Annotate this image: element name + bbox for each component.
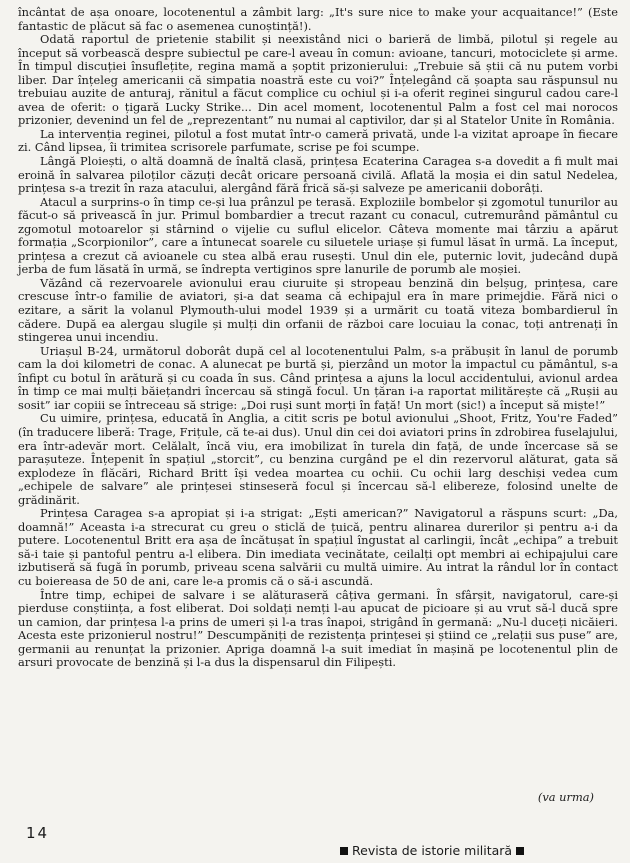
footer-publication <box>340 843 524 858</box>
publication-name: Revista de istorie militară <box>352 843 513 858</box>
paragraph-7: Uriașul B-24, următorul doborât după cel al locotenentului Palm, s-a prăbușit în lanul de porumb cam la doi kilometri de conac. A alunecat pe burtă și, pierzând un motor la impactul cu pământul, s-a înfipt cu botul în arătură și cu coada în sus. Când prințesa a ajuns la locul accidentului, avionul ardea în timp ce mai mulți băiețandri încercau să stingă focul. Un țăran i-a raportat militărește că „Rușii au sosit” iar copiii se întreceau să strige: „Doi ruși sunt morți în față! Un mort (sic!) a început să miște!” <box>18 343 618 412</box>
paragraph-5: Atacul a surprins-o în timp ce-și lua prânzul pe terasă. Exploziile bombelor și zgomotul tunurilor au făcut-o să privească în jur. Primul bombardier a trecut razant cu conacul, cutremurând pământul cu zgomotul motoarelor și stârnind o vijelie cu suflul elicelor. Câteva momente mai târziu a apărut formația „Scorpionilor”, care a întunecat soarele cu siluetele uriașe și fumul lăsat în urmă. La început, prințesa a crezut că avioanele cu stea albă erau rusești. Unul din ele, puternic lovit, judecând după jerba de fum lăsată în urmă, se îndrepta vertiginos spre lanurile de porumb ale moșiei. <box>18 194 618 277</box>
paragraph-4: Lângă Ploiești, o altă doamnă de înaltă clasă, prințesa Ecaterina Caragea s-a dovedit a fi mult mai eroină în salvarea piloților căzuți decât oricare persoană civilă. Aflată la moșia ei din satul Nedelea, prințesa s-a trezit în raza atacului, alergând fără frică să-și salveze pe americanii doborâți. <box>18 154 618 196</box>
paragraph-10: Între timp, echipei de salvare i se alăturaseră câțiva germani. În sfârșit, navigatorul, care-și pierduse conștiința, a fost eliberat. Doi soldați nemți l-au apucat de picioare și au vrut să-l ducă spre un camion, dar prințesa l-a prins de umeri și l-a tras înapoi, strigând în germană: „Nu-l duceți nicăieri. Acesta este prizonierul nostru!” Descumpăniți de rezistența prințesei și știind ce „relații sus puse” are, germanii au renunțat la prizonier. Aprigа doamnă l-a suit imediat în mașină pe locotenentul plin de arsuri provocate de benzină și l-a dus la dispensarul din Filipești. <box>18 587 618 670</box>
paragraph-3: La intervenția reginei, pilotul a fost mutat într-o cameră privată, unde l-a vizitat aproape în fiecare zi. Când lipsea, îi trimitea scrisorele parfumate, scrise pe foi scumpe. <box>18 126 618 155</box>
paragraph-6: Văzând că rezervoarele avionului erau ciuruite și stropeau benzină din belșug, prințesa, care crescuse într-o familie de aviatori, și-a dat seama că echipajul era în mare primejdie. Fără nici o ezitare, a sărit la volanul Plymouth-ului model 1939 și a urmărit cu toată viteza bombardierul în cădere. După ea alergau slugile și mulți din orfanii de război care locuiau la conac, toți antrenați în stingerea unui incendiu. <box>18 275 618 345</box>
square-bullet-icon <box>516 847 524 855</box>
paragraph-9: Prințesa Caragea s-a apropiat și i-a strigat: „Ești american?” Navigatorul a răspuns scurt: „Da, doamnă!” Aceasta i-a strecurat cu greu o sticlă de țuică, pentru alinarea durerilor și pentru a-i da putere. Locotenentul Britt era așa de încătușat în spațiul îngustat al carlingii, încât „echipa” a trebuit să-i taie și pantoful pentru a-l elibera. Din imediata vecinătate, ceilalți opt membri ai echipajului care izbutiseră să fugă în porumb, priveau scena salvării cu multă uimire. Au intrat la rândul lor în contact cu boiereasa de 50 de ani, care le-a promis că o să-i ascundă. <box>18 506 618 588</box>
page-number: 14 <box>26 824 50 842</box>
continuation-note: (va urma) <box>537 790 594 804</box>
paragraph-8: Cu uimire, prințesa, educată în Anglia, a citit scris pe botul avionului „Shoot, Fritz, You're Faded” (în traducere liberă: Trage, Frițule, că te-ai dus). Unul din cei doi aviatori prins în zdrobirea fuselajului, era într-adevăr mort. Celălalt, încă viu, era imobilizat în turela din față, de unde încercase să se parașuteze. Înțepenit în spațiul „storcit”, cu benzina curgând pe el din rezervorul alăturat, gata să explodeze în flăcări, Richard Britt își vedea moartea cu ochii. Cu ochii larg deschiși vedea cum „echipele de salvare” ale prințesei stinseseră focul și încercau să-l elibereze, folosind unelte de grădinărit. <box>18 411 618 507</box>
article-body <box>18 6 618 670</box>
paragraph-1: încântat de așa onoare, locotenentul a zâmbit larg: „It's sure nice to make your acquaitance!” (Este fantastic de plăcut să fac o asemenea cunoștință!). <box>18 5 618 33</box>
paragraph-2: Odată raportul de prietenie stabilit și neexistând nici o barieră de limbă, pilotul și regele au început să vorbească despre subiectul pe care-l aveau în comun: avioane, tancuri, motociclete și arme. În timpul discuției însuflețite, regina mamă a șoptit prizonierului: „Trebuie să știi că nu putem vorbi liber. Dar înțeleg americanii că simpatia noastră este cu voi?” Înțelegând că șoapta sau răspunsul nu trebuiau auzite de anturaj, rănitul a făcut complice cu ochiul și i-a oferit reginei singurul cadou care-l avea de oferit: o țigară Lucky Strike... Din acel moment, locotenentul Palm a fost cel mai norocos prizonier, devenind un fel de „reprezentant” nu numai al captivilor, dar și al Statelor Unite în România. <box>18 32 618 128</box>
square-bullet-icon <box>340 847 348 855</box>
